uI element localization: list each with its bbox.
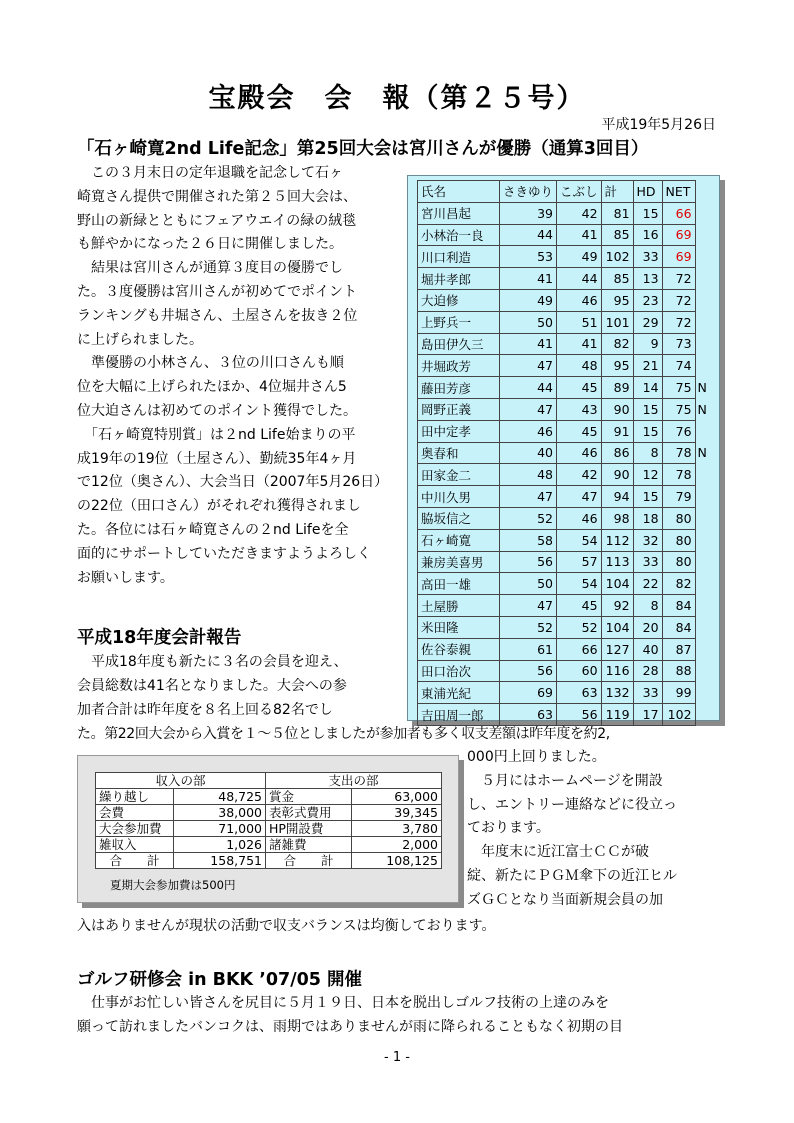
issue-date: 平成19年5月26日 xyxy=(601,117,716,133)
table-row xyxy=(418,377,714,399)
handicap: 12 xyxy=(633,464,662,486)
score-course1: 44 xyxy=(500,224,557,246)
score-table xyxy=(417,180,714,726)
score-course2: 42 xyxy=(557,464,602,486)
score-total: 94 xyxy=(601,486,633,508)
score-course2: 46 xyxy=(557,442,602,464)
text-line: た。３度優勝は宮川さんが初めてでポイント xyxy=(77,283,357,300)
expense-label: HP開設費 xyxy=(266,821,352,837)
col-name-header: 氏名 xyxy=(418,181,500,203)
score-course1: 52 xyxy=(500,507,557,529)
score-total: 89 xyxy=(601,377,633,399)
accounting-table xyxy=(95,772,442,869)
accounting-note: 夏期大会参加費は500円 xyxy=(110,878,236,892)
table-row xyxy=(418,595,714,617)
score-course1: 56 xyxy=(500,660,557,682)
player-name: 吉田周一郎 xyxy=(418,704,500,726)
score-total: 91 xyxy=(601,420,633,442)
table-row xyxy=(418,333,714,355)
expense-value: 63,000 xyxy=(352,789,442,805)
score-course1: 61 xyxy=(500,638,557,660)
score-course1: 53 xyxy=(500,246,557,268)
table-row xyxy=(418,660,714,682)
text-line: お願いします。 xyxy=(77,569,174,586)
expense-value: 39,345 xyxy=(352,805,442,821)
handicap: 32 xyxy=(633,529,662,551)
new-flag xyxy=(695,420,713,442)
score-header-row xyxy=(418,181,714,203)
new-flag xyxy=(695,660,713,682)
text-line: 面的にサポートしていただきますようよろしく xyxy=(77,545,371,562)
score-course1: 48 xyxy=(500,464,557,486)
text-line: 野山の新緑とともにフェアウエイの緑の絨毯 xyxy=(77,212,357,229)
score-total: 127 xyxy=(601,638,633,660)
score-total: 81 xyxy=(601,202,633,224)
net-score: 78 xyxy=(662,442,695,464)
score-course2: 51 xyxy=(557,311,602,333)
accounting-heading: 平成18年度会計報告 xyxy=(77,628,242,648)
accounting-full-line: た。第22回大会から入賞を１～５位としましたが参加者も多く収支差額は昨年度を約2, xyxy=(77,726,610,742)
player-name: 田口治次 xyxy=(418,660,500,682)
score-total: 102 xyxy=(601,246,633,268)
new-flag: N xyxy=(697,380,707,396)
net-score: 80 xyxy=(662,529,695,551)
table-row xyxy=(418,442,714,464)
score-total: 104 xyxy=(601,616,633,638)
table-row xyxy=(96,837,442,853)
table-row xyxy=(418,289,714,311)
player-name: 中川久男 xyxy=(418,486,500,508)
score-course1: 40 xyxy=(500,442,557,464)
table-row xyxy=(96,789,442,805)
new-flag xyxy=(695,464,713,486)
accounting-last-line: 入はありませんが現状の活動で収支バランスは均衡しております。 xyxy=(77,918,496,934)
accounting-right-text xyxy=(467,746,719,913)
table-row xyxy=(418,507,714,529)
expense-label: 諸雑費 xyxy=(266,837,352,853)
net-score: 84 xyxy=(662,595,695,617)
score-course2: 46 xyxy=(557,289,602,311)
player-name: 土屋勝 xyxy=(418,595,500,617)
bangkok-article xyxy=(77,992,717,1040)
score-total: 82 xyxy=(601,333,633,355)
text-line: 準優勝の小林さん、３位の川口さんも順 xyxy=(77,355,344,372)
score-course2: 57 xyxy=(557,551,602,573)
player-name: 小林治一良 xyxy=(418,224,500,246)
table-row xyxy=(418,682,714,704)
net-score: 84 xyxy=(662,616,695,638)
text-line: ５月にはホームページを開設 xyxy=(467,772,663,789)
handicap: 15 xyxy=(633,398,662,420)
text-line: 「石ヶ崎寛特別賞」は２nd Life始まりの平 xyxy=(77,426,356,443)
handicap: 23 xyxy=(633,289,662,311)
text-line: も鮮やかになった２６日に開催しました。 xyxy=(77,236,343,253)
table-row xyxy=(418,529,714,551)
score-course1: 56 xyxy=(500,551,557,573)
player-name: 石ヶ崎寛 xyxy=(418,529,500,551)
text-line: 位大迫さんは初めてのポイント獲得でした。 xyxy=(77,402,357,419)
text-line: の22位（田口さん）がそれぞれ獲得されまし xyxy=(77,498,361,515)
new-flag xyxy=(695,224,713,246)
score-course2: 42 xyxy=(557,202,602,224)
text-line: この３月末日の定年退職を記念して石ヶ xyxy=(77,165,343,181)
col-total-header: 計 xyxy=(601,181,633,203)
score-course2: 54 xyxy=(557,573,602,595)
table-row xyxy=(96,821,442,837)
new-flag: N xyxy=(697,401,707,417)
handicap: 8 xyxy=(633,442,662,464)
new-flag xyxy=(695,529,713,551)
score-course1: 47 xyxy=(500,398,557,420)
player-name: 高田一雄 xyxy=(418,573,500,595)
income-label: 繰り越し xyxy=(96,789,174,805)
net-score: 73 xyxy=(662,333,695,355)
expense-label: 賞金 xyxy=(266,789,352,805)
table-row xyxy=(418,464,714,486)
table-row xyxy=(418,355,714,377)
net-score: 75 xyxy=(662,377,695,399)
score-course2: 66 xyxy=(557,638,602,660)
table-row xyxy=(418,616,714,638)
score-total: 92 xyxy=(601,595,633,617)
player-name: 川口利造 xyxy=(418,246,500,268)
income-total: 158,751 xyxy=(174,853,266,869)
score-course1: 49 xyxy=(500,289,557,311)
score-course1: 41 xyxy=(500,333,557,355)
new-flag xyxy=(695,355,713,377)
player-name: 堀井孝郎 xyxy=(418,268,500,290)
player-name: 島田伊久三 xyxy=(418,333,500,355)
income-label: 雑収入 xyxy=(96,837,174,853)
headline: 「石ヶ崎寛2nd Life記念」第25回大会は宮川さんが優勝（通算3回目） xyxy=(77,139,649,159)
score-course1: 47 xyxy=(500,355,557,377)
player-name: 宮川昌起 xyxy=(418,202,500,224)
col-course2-header: こぶし xyxy=(557,181,602,203)
handicap: 15 xyxy=(633,420,662,442)
score-course1: 50 xyxy=(500,573,557,595)
handicap: 16 xyxy=(633,224,662,246)
col-course1-header: さきゆり xyxy=(500,181,557,203)
score-course2: 49 xyxy=(557,246,602,268)
net-score: 102 xyxy=(662,704,695,726)
score-course1: 50 xyxy=(500,311,557,333)
score-course1: 58 xyxy=(500,529,557,551)
score-course2: 60 xyxy=(557,660,602,682)
new-flag: N xyxy=(697,445,707,461)
score-course1: 41 xyxy=(500,268,557,290)
handicap: 13 xyxy=(633,268,662,290)
table-row xyxy=(418,420,714,442)
col-flag-header xyxy=(695,181,713,203)
net-score: 69 xyxy=(662,224,695,246)
table-row xyxy=(418,224,714,246)
score-total: 104 xyxy=(601,573,633,595)
score-course1: 47 xyxy=(500,486,557,508)
handicap: 33 xyxy=(633,682,662,704)
new-flag xyxy=(695,682,713,704)
player-name: 田中定孝 xyxy=(418,420,500,442)
score-total: 112 xyxy=(601,529,633,551)
handicap: 33 xyxy=(633,246,662,268)
score-course1: 63 xyxy=(500,704,557,726)
score-total: 98 xyxy=(601,507,633,529)
score-total: 132 xyxy=(601,682,633,704)
expense-value: 2,000 xyxy=(352,837,442,853)
expense-total: 108,125 xyxy=(352,853,442,869)
new-flag xyxy=(695,551,713,573)
net-score: 80 xyxy=(662,551,695,573)
net-score: 78 xyxy=(662,464,695,486)
score-course2: 56 xyxy=(557,704,602,726)
net-score: 69 xyxy=(662,246,695,268)
net-score: 82 xyxy=(662,573,695,595)
text-line: 000円上回りました。 xyxy=(467,749,606,765)
player-name: 東浦光紀 xyxy=(418,682,500,704)
player-name: 岡野正義 xyxy=(418,398,500,420)
text-line: 結果は宮川さんが通算３度目の優勝でし xyxy=(77,260,343,277)
net-score: 76 xyxy=(662,420,695,442)
handicap: 22 xyxy=(633,573,662,595)
player-name: 米田隆 xyxy=(418,616,500,638)
text-line: 位を大幅に上げられたほか、4位堀井さん5 xyxy=(77,379,347,396)
score-total: 90 xyxy=(601,464,633,486)
table-row xyxy=(418,573,714,595)
handicap: 20 xyxy=(633,616,662,638)
player-name: 藤田芳彦 xyxy=(418,377,500,399)
col-hd-header: HD xyxy=(633,181,662,203)
table-row xyxy=(96,805,442,821)
new-flag xyxy=(695,202,713,224)
handicap: 29 xyxy=(633,311,662,333)
accounting-total-row xyxy=(96,853,442,869)
text-line: 成19年の19位（土屋さん）、勤続35年4ヶ月 xyxy=(77,450,357,467)
accounting-header-row xyxy=(96,773,442,789)
accounting-intro xyxy=(77,651,407,722)
bangkok-heading: ゴルフ研修会 in BKK ’07/05 開催 xyxy=(77,970,363,990)
score-course2: 48 xyxy=(557,355,602,377)
income-value: 71,000 xyxy=(174,821,266,837)
text-line: ズＧＣとなり当面新規会員の加 xyxy=(467,891,663,908)
score-course2: 41 xyxy=(557,333,602,355)
score-total: 101 xyxy=(601,311,633,333)
handicap: 17 xyxy=(633,704,662,726)
income-header: 収入の部 xyxy=(96,773,266,789)
new-flag xyxy=(695,289,713,311)
score-course2: 45 xyxy=(557,595,602,617)
table-row xyxy=(418,398,714,420)
score-course1: 46 xyxy=(500,420,557,442)
text-line: た。各位には石ヶ崎寛さんの２nd Lifeを全 xyxy=(77,521,349,538)
handicap: 33 xyxy=(633,551,662,573)
table-row xyxy=(418,638,714,660)
player-name: 田家金二 xyxy=(418,464,500,486)
net-score: 75 xyxy=(662,398,695,420)
text-line: 会員総数は41名となりました。大会への参 xyxy=(77,677,347,694)
new-flag xyxy=(695,595,713,617)
score-total: 86 xyxy=(601,442,633,464)
text-line: ランキングも井堀さん、土屋さんを抜き２位 xyxy=(77,307,358,324)
net-score: 72 xyxy=(662,268,695,290)
score-course1: 69 xyxy=(500,682,557,704)
handicap: 18 xyxy=(633,507,662,529)
net-score: 74 xyxy=(662,355,695,377)
player-name: 兼房美喜男 xyxy=(418,551,500,573)
new-flag xyxy=(695,507,713,529)
score-course2: 44 xyxy=(557,268,602,290)
income-value: 1,026 xyxy=(174,837,266,853)
score-course2: 54 xyxy=(557,529,602,551)
text-line: 年度末に近江富士ＣＣが破 xyxy=(467,844,649,861)
score-course1: 39 xyxy=(500,202,557,224)
text-line: 願って訪れましたバンコクは、雨期ではありませんが雨に降られることもなく初期の目 xyxy=(77,1018,623,1035)
handicap: 40 xyxy=(633,638,662,660)
score-course1: 44 xyxy=(500,377,557,399)
table-row xyxy=(418,202,714,224)
table-row xyxy=(418,268,714,290)
article-tournament xyxy=(77,162,405,590)
net-score: 66 xyxy=(662,202,695,224)
table-row xyxy=(418,551,714,573)
new-flag xyxy=(695,246,713,268)
newsletter-title: 宝殿会 会 報（第２５号） xyxy=(208,83,586,114)
expense-label: 表彰式費用 xyxy=(266,805,352,821)
handicap: 21 xyxy=(633,355,662,377)
new-flag xyxy=(695,333,713,355)
player-name: 奥春和 xyxy=(418,442,500,464)
handicap: 15 xyxy=(633,202,662,224)
new-flag xyxy=(695,573,713,595)
score-total: 95 xyxy=(601,289,633,311)
text-line: し、エントリー連絡などに役立っ xyxy=(467,796,677,813)
player-name: 井堀政芳 xyxy=(418,355,500,377)
score-course2: 52 xyxy=(557,616,602,638)
player-name: 大迫修 xyxy=(418,289,500,311)
player-name: 脇坂信之 xyxy=(418,507,500,529)
net-score: 72 xyxy=(662,311,695,333)
expense-value: 3,780 xyxy=(352,821,442,837)
score-course2: 43 xyxy=(557,398,602,420)
text-line: で12位（奥さん）、大会当日（2007年5月26日） xyxy=(77,474,389,491)
score-table-panel xyxy=(407,175,720,721)
score-total: 85 xyxy=(601,224,633,246)
net-score: 80 xyxy=(662,507,695,529)
new-flag xyxy=(695,486,713,508)
handicap: 15 xyxy=(633,486,662,508)
score-course2: 41 xyxy=(557,224,602,246)
net-score: 72 xyxy=(662,289,695,311)
income-label: 大会参加費 xyxy=(96,821,174,837)
net-score: 79 xyxy=(662,486,695,508)
income-value: 38,000 xyxy=(174,805,266,821)
new-flag xyxy=(695,268,713,290)
handicap: 28 xyxy=(633,660,662,682)
new-flag xyxy=(695,638,713,660)
handicap: 8 xyxy=(633,595,662,617)
handicap: 14 xyxy=(633,377,662,399)
score-course2: 47 xyxy=(557,486,602,508)
score-total: 90 xyxy=(601,398,633,420)
score-total: 85 xyxy=(601,268,633,290)
text-line: に上げられました。 xyxy=(77,331,203,348)
text-line: 仕事がお忙しい皆さんを尻目に５月１９日、日本を脱出しゴルフ技術の上達のみを xyxy=(77,995,609,1011)
net-score: 99 xyxy=(662,682,695,704)
table-row xyxy=(418,246,714,268)
score-total: 119 xyxy=(601,704,633,726)
expense-total-label: 合 計 xyxy=(266,853,352,869)
handicap: 9 xyxy=(633,333,662,355)
score-total: 113 xyxy=(601,551,633,573)
expense-header: 支出の部 xyxy=(266,773,442,789)
income-label: 会費 xyxy=(96,805,174,821)
income-value: 48,725 xyxy=(174,789,266,805)
score-total: 95 xyxy=(601,355,633,377)
score-course2: 63 xyxy=(557,682,602,704)
text-line: 平成18年度も新たに３名の会員を迎え、 xyxy=(77,654,348,670)
page-number: - 1 - xyxy=(384,1050,410,1065)
score-course2: 46 xyxy=(557,507,602,529)
accounting-table-panel xyxy=(77,755,459,903)
score-course1: 47 xyxy=(500,595,557,617)
score-course2: 45 xyxy=(557,377,602,399)
score-course2: 45 xyxy=(557,420,602,442)
player-name: 佐谷泰親 xyxy=(418,638,500,660)
income-total-label: 合 計 xyxy=(96,853,174,869)
text-line: 綻、新たにＰＧＭ傘下の近江ヒル xyxy=(467,867,677,884)
net-score: 87 xyxy=(662,638,695,660)
net-score: 88 xyxy=(662,660,695,682)
text-line: ております。 xyxy=(467,820,550,837)
new-flag xyxy=(695,311,713,333)
player-name: 上野兵一 xyxy=(418,311,500,333)
new-flag xyxy=(695,616,713,638)
score-course1: 52 xyxy=(500,616,557,638)
text-line: 崎寛さん提供で開催された第２５回大会は、 xyxy=(77,188,357,205)
text-line: 加者合計は昨年度を８名上回る82名でし xyxy=(77,701,333,718)
col-net-header: NET xyxy=(662,181,695,203)
score-total: 116 xyxy=(601,660,633,682)
table-row xyxy=(418,311,714,333)
table-row xyxy=(418,486,714,508)
